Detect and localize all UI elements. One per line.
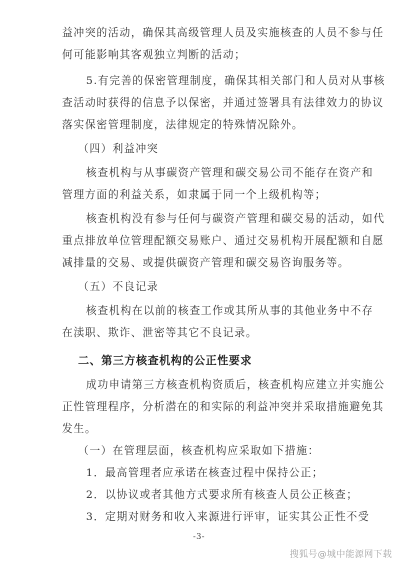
body-text-line: 益冲突的活动，确保其高级管理人员及实施核查的人员不参与任 bbox=[62, 27, 384, 39]
body-text-line: 减排量的交易、或提供碳资产管理和碳交易咨询服务等。 bbox=[62, 257, 350, 269]
list-item-2: 2．以协议或者其他方式要求所有核查人员公正核查； bbox=[86, 489, 358, 501]
subsection-heading-management-level: （一）在管理层面，核查机构应采取如下措施： bbox=[78, 445, 320, 457]
body-text-line: 在渎职、欺诈、泄密等其它不良记录。 bbox=[62, 327, 258, 339]
body-text-line: 何可能影响其客观独立判断的活动； bbox=[62, 49, 246, 61]
body-text-line: 核查机构没有参与任何与碳资产管理和碳交易的活动，如代 bbox=[86, 213, 385, 225]
body-text-line: 5.有完善的保密管理制度，确保其相关部门和人员对从事核 bbox=[86, 75, 386, 87]
body-text-line: 查活动时获得的信息予以保密，并通过签署具有法律效力的协议 bbox=[62, 97, 384, 109]
body-text-line: 核查机构与从事碳资产管理和碳交易公司不能存在资产和 bbox=[86, 167, 374, 179]
body-text-line: 重点排放单位管理配额交易账户、通过交易机构开展配额和自愿 bbox=[62, 235, 384, 247]
section-heading-impartiality-requirements: 二、第三方核查机构的公正性要求 bbox=[78, 354, 252, 367]
body-text-line: 发生。 bbox=[62, 423, 97, 435]
body-text-line: 正性管理程序，分析潜在的和实际的利益冲突并采取措施避免其 bbox=[62, 401, 384, 413]
page-number: -3- bbox=[193, 532, 205, 541]
source-watermark: 搜狐号@城中能源网下载 bbox=[289, 550, 392, 560]
list-item-1: 1．最高管理者应承诺在核查过程中保持公正； bbox=[86, 467, 324, 479]
section-heading-conflict-of-interest: （四）利益冲突 bbox=[78, 143, 159, 155]
body-text-line: 落实保密管理制度，法律规定的特殊情况除外。 bbox=[62, 119, 304, 131]
list-item-3: 3．定期对财务和收入来源进行评审，证实其公正性不受 bbox=[86, 511, 370, 523]
body-text-line: 管理方面的利益关系，如隶属于同一个上级机构等； bbox=[62, 189, 327, 201]
body-text-line: 成功申请第三方核查机构资质后，核查机构应建立并实施公 bbox=[86, 379, 385, 391]
body-text-line: 核查机构在以前的核查工作或其所从事的其他业务中不存 bbox=[86, 305, 374, 317]
section-heading-bad-records: （五）不良记录 bbox=[78, 281, 159, 293]
